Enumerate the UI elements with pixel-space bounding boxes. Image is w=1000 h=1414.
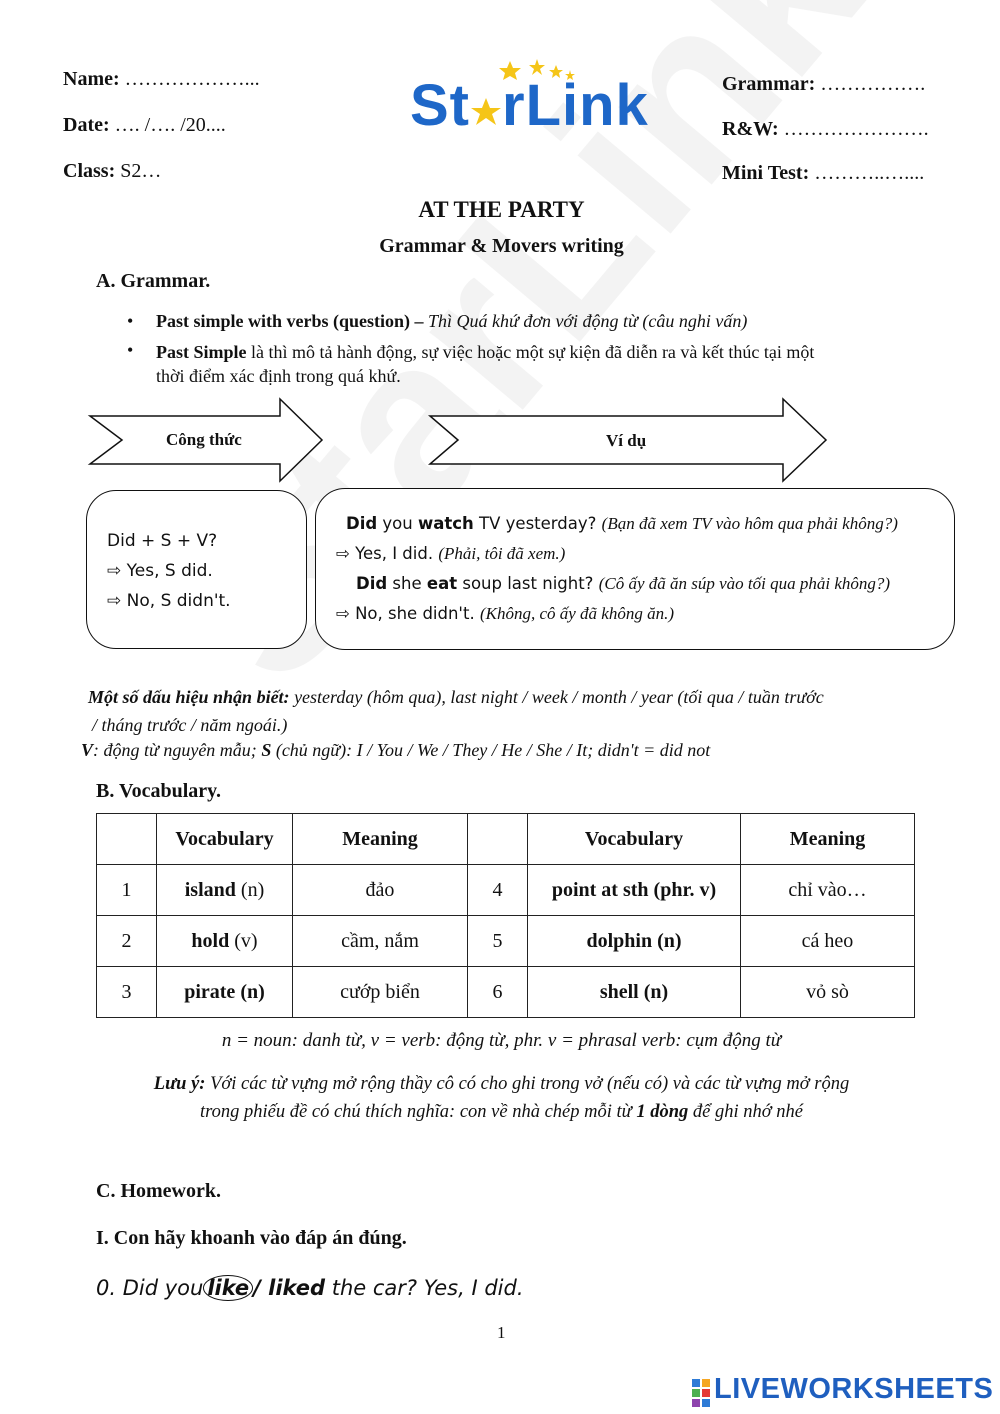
recognition-signs — [88, 683, 928, 739]
section-b-heading: B. Vocabulary. — [96, 780, 222, 802]
date-line — [63, 114, 226, 137]
example-question-1 — [346, 509, 898, 539]
minitest-label: Mini Test: — [722, 162, 810, 184]
arrow-shapes — [0, 395, 1000, 490]
liveworksheets-brand: LIVEWORKSHEETS — [714, 1373, 994, 1405]
page-title: AT THE PARTY — [418, 197, 585, 222]
page-number: 1 — [497, 1323, 506, 1342]
minitest-score-line — [722, 162, 924, 185]
formula-line-1: Did + S + V? — [107, 531, 218, 551]
ex2-translation: (Cô ấy đã ăn súp vào tối qua phải không?) — [598, 574, 891, 593]
ex2-subject: she — [392, 574, 422, 593]
vocab-word: hold (v) — [157, 916, 293, 967]
vocab-meaning: cầm, nắm — [293, 916, 468, 967]
name-value: ………………... — [124, 68, 260, 90]
example-box — [315, 488, 955, 650]
class-value: S2… — [120, 160, 162, 182]
bullet-past-simple-question — [156, 311, 747, 332]
ans1: ⇨ Yes, I did. — [336, 544, 434, 563]
row-number: 3 — [97, 967, 157, 1018]
section-a-heading: A. Grammar. — [96, 270, 211, 292]
example-answer-1 — [336, 539, 565, 569]
grammar-value: ……………. — [820, 73, 926, 95]
vocab-note — [0, 1070, 1000, 1126]
page-subtitle: Grammar & Movers writing — [379, 235, 624, 257]
notation-note — [81, 740, 710, 761]
bullet-dot: • — [127, 311, 134, 331]
example-circled-answer: like — [203, 1275, 253, 1301]
grammar-score-line — [722, 73, 925, 96]
date-value: …. /…. /20.... — [114, 114, 226, 136]
row-number: 4 — [468, 865, 528, 916]
grammar-label: Grammar: — [722, 73, 816, 95]
note-text-1: Với các từ vựng mở rộng thầy cô có cho ghi trong vở (nếu có) và các từ vựng mở rộng — [210, 1074, 850, 1094]
logo-text-part2: rLink — [502, 73, 649, 138]
vocab-meaning: cướp biển — [293, 967, 468, 1018]
vocab-word: point at sth (phr. v) — [528, 865, 741, 916]
row-number: 2 — [97, 916, 157, 967]
class-line — [63, 160, 161, 183]
note-v-text: : động từ nguyên mẫu; — [93, 740, 257, 760]
name-label: Name: — [63, 68, 120, 90]
date-label: Date: — [63, 114, 110, 136]
example-post: the car? Yes, I did. — [331, 1276, 524, 1300]
vocab-meaning: đảo — [293, 865, 468, 916]
bullet2-bold: Past Simple — [156, 342, 247, 362]
note-v: V — [81, 740, 94, 760]
vocabulary-table — [96, 813, 915, 1018]
formula-line-2: ⇨ Yes, S did. — [107, 561, 213, 581]
col-vocab-2: Vocabulary — [528, 814, 741, 865]
ans2-translation: (Không, cô ấy đã không ăn.) — [479, 604, 674, 623]
bullet1-italic: Thì Quá khứ đơn với động từ (câu nghi vấn) — [428, 311, 748, 331]
table-row — [97, 865, 915, 916]
example-alt: / liked — [253, 1276, 326, 1300]
minitest-value: ………..….... — [814, 162, 925, 184]
row-number: 1 — [97, 865, 157, 916]
rw-label: R&W: — [722, 118, 779, 140]
ex2-did: Did — [356, 574, 388, 593]
formula-arrow-label: Công thức — [166, 430, 242, 449]
ex1-did: Did — [346, 514, 378, 533]
col-meaning-2: Meaning — [741, 814, 915, 865]
name-line — [63, 68, 260, 91]
liveworksheets-logo-icon — [692, 1377, 712, 1407]
example-sentence — [96, 1275, 524, 1301]
note-text-2b: 1 dòng — [636, 1102, 689, 1122]
exercise-1-instruction: I. Con hãy khoanh vào đáp án đúng. — [96, 1227, 407, 1249]
bullet1-bold: Past simple with verbs (question) – — [156, 311, 424, 331]
vocab-legend: n = noun: danh từ, v = verb: động từ, phr. v = phrasal verb: cụm động từ — [221, 1030, 782, 1051]
note-s: S — [261, 740, 272, 760]
rw-value: …………………. — [783, 118, 929, 140]
formula-box — [86, 490, 307, 649]
ex2-verb: eat — [426, 574, 458, 593]
signs-text-2: / tháng trước / năm ngoái.) — [92, 715, 288, 735]
ans2: ⇨ No, she didn't. — [336, 604, 475, 623]
formula-line-3: ⇨ No, S didn't. — [107, 591, 231, 611]
table-row — [97, 967, 915, 1018]
ex1-translation: (Bạn đã xem TV vào hôm qua phải không?) — [601, 514, 898, 533]
note-text-2c: để ghi nhớ nhé — [692, 1102, 803, 1122]
liveworksheets-footer — [692, 1375, 992, 1409]
section-c-heading: C. Homework. — [96, 1180, 221, 1202]
note-s-text: (chủ ngữ): I / You / We / They / He / She / It; didn't = did not — [275, 740, 711, 760]
ex1-rest: TV yesterday? — [479, 514, 597, 533]
ex1-verb: watch — [418, 514, 474, 533]
bullet2-text-line2: thời điểm xác định trong quá khứ. — [156, 366, 401, 386]
class-label: Class: — [63, 160, 116, 182]
ex2-rest: soup last night? — [462, 574, 594, 593]
bullet2-text-line1: là thì mô tả hành động, sự việc hoặc một sự kiện đã diễn ra và kết thúc tại một — [251, 342, 815, 362]
vocab-word: island (n) — [157, 865, 293, 916]
vocab-word: dolphin (n) — [528, 916, 741, 967]
signs-bold: Một số dấu hiệu nhận biết: — [88, 687, 290, 707]
vocab-meaning: chỉ vào… — [741, 865, 915, 916]
note-bold: Lưu ý: — [153, 1074, 206, 1094]
rw-score-line — [722, 118, 929, 141]
table-row — [97, 916, 915, 967]
bullet-past-simple-definition — [156, 340, 916, 388]
row-number: 5 — [468, 916, 528, 967]
bullet-dot: • — [127, 340, 134, 360]
vocab-meaning: cá heo — [741, 916, 915, 967]
col-vocab-1: Vocabulary — [157, 814, 293, 865]
vocab-word: shell (n) — [528, 967, 741, 1018]
row-number: 6 — [468, 967, 528, 1018]
col-meaning-1: Meaning — [293, 814, 468, 865]
example-answer-2 — [336, 599, 674, 629]
ex1-subject: you — [382, 514, 413, 533]
ans1-translation: (Phải, tôi đã xem.) — [438, 544, 566, 563]
vocab-meaning: vỏ sò — [741, 967, 915, 1018]
signs-text-1: yesterday (hôm qua), last night / week / month / year (tối qua / tuần trước — [294, 687, 824, 707]
example-arrow-label: Ví dụ — [606, 431, 647, 450]
starlink-logo — [410, 56, 660, 136]
table-header-row — [97, 814, 915, 865]
example-question-2 — [356, 569, 890, 599]
note-text-2a: trong phiếu đề có chú thích nghĩa: con về nhà chép mỗi từ — [200, 1102, 632, 1122]
example-pre: 0. Did you — [96, 1276, 204, 1300]
vocab-word: pirate (n) — [157, 967, 293, 1018]
logo-text-part1: St — [410, 73, 470, 138]
